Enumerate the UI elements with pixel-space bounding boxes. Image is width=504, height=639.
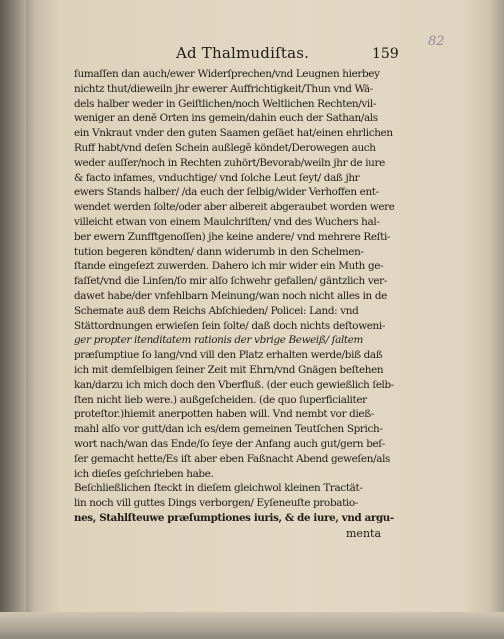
text-line: ſumaſſen dan auch/ewer Widerſprechen/vnd Leugnen hierbey — [74, 68, 380, 80]
text-line: & facto infames, vnduchtige/ vnd ſolche Leut ſeyt/ daß jhr — [74, 171, 360, 184]
text-line: ber ewern Zunfftgenoſſen) jhe keine andere/ vnd mehrere Reſti- — [74, 230, 391, 243]
text-line: dels halber weder in Geiſtlichen/noch Weltlichen Rechten/vil- — [74, 97, 376, 110]
text-line: ich dieſes geſchrieben habe. — [74, 467, 214, 480]
pencil-annotation: 82 — [428, 34, 445, 49]
text-line: wort nach/wan das Ende/ſo ſeye der Anfang auch gut/gern beſ- — [74, 437, 385, 450]
page-edge — [0, 612, 504, 639]
catchword: menta — [346, 527, 382, 540]
text-line: Schemate auß dem Reichs Abſchieden/ Policei: Land: vnd — [74, 304, 359, 317]
text-line: proteſtor.)hiemit anerpotten haben will. Vnd nembt vor dieß- — [74, 408, 374, 421]
body-text — [74, 67, 394, 543]
text-line: kan/darzu ich mich doch den Vberfluß. (der euch gewießlich ſelb- — [74, 378, 394, 391]
text-line: villeicht etwan von einem Maulchriſten/ vnd des Wuchers hal- — [74, 215, 380, 228]
folio-number: 159 — [372, 46, 399, 62]
text-line: Beſchließlichen ſteckt in dieſem gleichwol kleinen Tractät- — [74, 482, 363, 495]
text-line: ich mit demſelbigen ſeiner Zeit mit Ehrn/vnd Gnägen beſtehen — [74, 363, 384, 376]
text-line: lin noch vill guttes Dings verborgen/ Eyſeneuſte probatio- — [74, 497, 358, 510]
text-line: ewers Stands halber/ /da euch der ſelbig/wider Verhoffen ent- — [74, 186, 379, 199]
text-line: wendet werden ſolte/oder aber albereit abgeraubet worden were — [74, 201, 395, 214]
text-line: ger propter itenditatem rationis der vbrige Beweiß/ ſaltem — [74, 334, 364, 347]
text-line: Ruff habt/vnd deſen Schein außlegē köndet/Derowegen auch — [74, 141, 376, 154]
text-line: ſer gemacht hette/Es iſt aber eben Faßnacht Abend geweſen/als — [74, 452, 391, 465]
text-line: mahl alſo vor gutt/dan ich es/dem gemeinen Teutſchen Sprich- — [74, 423, 383, 436]
text-line: tution begeren köndten/ dann widerumb in den Schelmen- — [74, 245, 364, 258]
text-line: weder auſſer/noch in Rechten zuhört/Bevorab/weiln jhr de iure — [74, 156, 385, 169]
text-line: nes, Stahlſteuwe præſumptiones iuris, & de iure, vnd argu- — [74, 511, 394, 524]
text-line: ein Vnkraut vnder den guten Saamen geſäet hat/einen ehrlichen — [74, 127, 393, 140]
text-line: nichtz thut/dieweiln jhr ewerer Auffrichtigkeit/Thun vnd Wä- — [74, 82, 373, 95]
text-line: faſſet/vnd die Linſen/ſo mir alſo ſchwehr gefallen/ gäntzlich ver- — [74, 275, 387, 288]
text-line: ſten nicht lieb were.) außgeſcheiden. (de quo ſuperficialiter — [74, 393, 367, 406]
text-line: Stättordnungen erwieſen ſein ſolte/ daß doch nichts deſtoweni- — [74, 319, 386, 332]
text-line: præſumptiue ſo lang/vnd vill den Platz erhalten werde/biß daß — [74, 349, 383, 362]
text-line: ſtande eingeſezt zuwerden. Dahero ich mir wider ein Muth ge- — [74, 260, 384, 273]
running-head: Ad Thalmudiſtas. — [176, 44, 310, 62]
text-line: dawet habe/der vnfehlbarn Meinung/wan noch nicht alles in de — [74, 289, 387, 302]
book-gutter — [0, 0, 26, 639]
text-line: weniger an denē Orten ins gemein/dahin euch der Sathan/als — [74, 112, 378, 125]
